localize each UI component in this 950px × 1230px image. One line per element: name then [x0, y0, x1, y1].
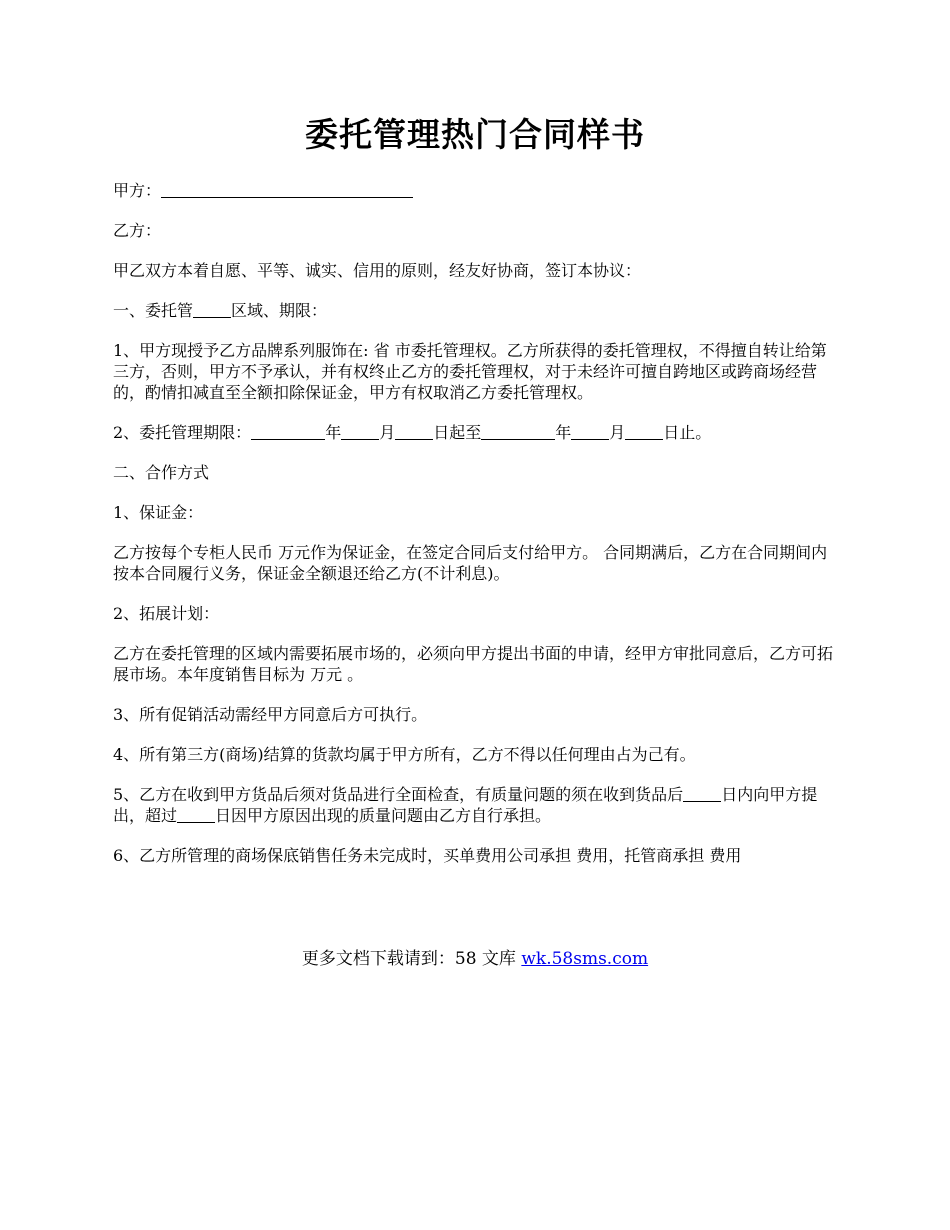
end-year-blank	[481, 423, 555, 440]
party-a-blank	[161, 181, 413, 198]
item-2-1-paragraph: 乙方按每个专柜人民币 万元作为保证金，在签定合同后支付给甲方。 合同期满后，乙方在合同期间内按本合同履行义务，保证金全额退还给乙方(不计利息)。	[113, 543, 828, 583]
end-day-label: 日止。	[663, 423, 712, 442]
document-title: 委托管理热门合同样书	[305, 115, 645, 154]
party-a-line	[113, 180, 841, 201]
intro-paragraph: 甲乙双方本着自愿、平等、诚实、信用的原则，经友好协商，签订本协议：	[113, 261, 642, 280]
party-b-line: 乙方：	[113, 221, 162, 240]
document-body	[113, 180, 841, 885]
item-4-paragraph: 4、所有第三方(商场)结算的货款均属于甲方所有，乙方不得以任何理由占为己有。	[113, 745, 696, 764]
end-year-label: 年	[555, 423, 572, 442]
item-2-2-title: 2、拓展计划：	[113, 604, 220, 623]
section-1-heading-prefix: 一、委托管	[113, 301, 194, 320]
footer-link[interactable]: wk.58sms.com	[521, 949, 649, 969]
item-5-days-blank-2	[177, 806, 215, 823]
item-2-2-paragraph: 乙方在委托管理的区域内需要拓展市场的，必须向甲方提出书面的申请，经甲方审批同意后，乙方可拓展市场。本年度销售目标为 万元 。	[113, 644, 834, 684]
item-5-part-3: 日因甲方原因出现的质量问题由乙方自行承担。	[215, 806, 552, 825]
item-5-part-2: 日内向甲方提出，超过	[113, 785, 818, 825]
section-1-heading	[113, 300, 841, 321]
footer	[0, 947, 950, 971]
section-2-heading: 二、合作方式	[113, 463, 210, 482]
end-month-label: 月	[609, 423, 626, 442]
start-month-label: 月	[379, 423, 396, 442]
start-year-blank	[251, 423, 325, 440]
end-month-blank	[571, 423, 609, 440]
footer-text: 更多文档下载请到：58 文库	[301, 949, 522, 969]
start-day-blank	[395, 423, 433, 440]
item-1-1-paragraph: 1、甲方现授予乙方品牌系列服饰在: 省 市委托管理权。乙方所获得的委托管理权，不得擅自转让给第三方，否则，甲方不予承认，并有权终止乙方的委托管理权，对于未经许可擅自跨地区或跨商场经营的，酌情扣减直至全额扣除保证金，甲方有权取消乙方委托管理权。	[113, 341, 827, 402]
end-day-blank	[625, 423, 663, 440]
item-3-paragraph: 3、所有促销活动需经甲方同意后方可执行。	[113, 705, 428, 724]
start-day-label: 日起至	[433, 423, 482, 442]
term-prefix: 2、委托管理期限：	[113, 423, 252, 442]
item-1-2-term-line	[113, 422, 841, 443]
item-2-1-title: 1、保证金：	[113, 503, 204, 522]
section-1-blank	[193, 301, 231, 318]
start-month-blank	[341, 423, 379, 440]
section-1-heading-suffix: 区域、期限：	[231, 301, 328, 320]
start-year-label: 年	[325, 423, 342, 442]
item-5-part-1: 5、乙方在收到甲方货品后须对货品进行全面检查，有质量问题的须在收到货品后	[113, 785, 684, 804]
item-6-paragraph: 6、乙方所管理的商场保底销售任务未完成时，买单费用公司承担 费用，托管商承担 费用	[113, 846, 742, 865]
item-5-days-blank-1	[683, 785, 721, 802]
item-5-paragraph	[113, 784, 841, 826]
party-a-label: 甲方：	[113, 181, 162, 200]
